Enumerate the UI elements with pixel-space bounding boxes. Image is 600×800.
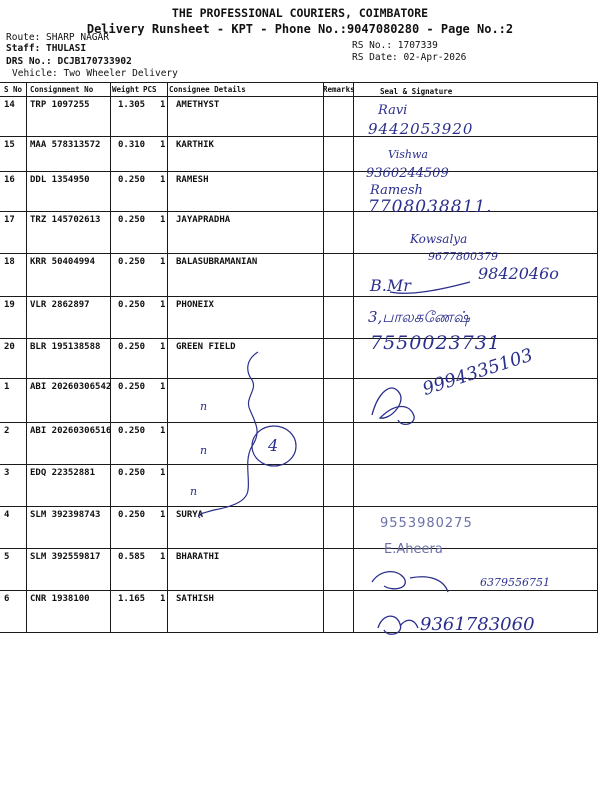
sheet-title: Delivery Runsheet - KPT - Phone No.:9047080280 - Page No.:2 xyxy=(86,22,514,36)
cell-consignment: CNR 1938100 xyxy=(30,594,90,604)
signature-scribble xyxy=(372,572,448,592)
cell-consignment: KRR 50404994 xyxy=(30,257,96,267)
handwritten-name: Ramesh xyxy=(370,183,423,198)
drs-value: DCJB170733902 xyxy=(57,56,132,67)
cell-weight: 0.250 xyxy=(118,382,146,392)
cell-pcs: 1 xyxy=(160,300,166,310)
cell-consignment: TRP 1097255 xyxy=(30,100,90,110)
cell-consignee: AMETHYST xyxy=(176,100,220,110)
handwritten-phone: 7708038811. xyxy=(368,197,493,217)
cell-weight: 0.310 xyxy=(118,140,146,150)
cell-consignment: TRZ 145702613 xyxy=(30,215,101,225)
rs-date: RS Date: 02-Apr-2026 xyxy=(352,52,467,63)
cell-weight: 0.250 xyxy=(118,257,146,267)
cell-consignee: GREEN FIELD xyxy=(176,342,236,352)
cell-consignment: DDL 1354950 xyxy=(30,175,90,185)
cell-weight: 1.305 xyxy=(118,100,146,110)
cell-sno: 5 xyxy=(4,552,10,562)
cell-consignee: BHARATHI xyxy=(176,552,220,562)
cell-sno: 2 xyxy=(4,426,10,436)
cell-pcs: 1 xyxy=(160,257,166,267)
col-header-remarks: Remarks xyxy=(323,85,355,94)
drs-label: DRS No.: xyxy=(6,56,52,67)
handwritten-phone: 9360244509 xyxy=(366,166,449,181)
staff-label: Staff: THULASI xyxy=(6,43,87,54)
cell-consignee: BALASUBRAMANIAN xyxy=(176,257,258,267)
handwritten-phone: 9842046o xyxy=(478,264,559,283)
cell-sno: 14 xyxy=(4,100,15,110)
col-header-seal: Seal & Signature xyxy=(380,87,453,96)
cell-consignee: JAYAPRADHA xyxy=(176,215,231,225)
cell-weight: 0.585 xyxy=(118,552,146,562)
cell-consignment: BLR 195138588 xyxy=(30,342,101,352)
vehicle-label: Vehicle: Two Wheeler Delivery xyxy=(12,68,178,79)
circled-count: 4 xyxy=(268,436,279,455)
handwritten-phone: 7550023731 xyxy=(370,332,501,354)
cell-consignee: PHONEIX xyxy=(176,300,214,310)
cell-consignee: RAMESH xyxy=(176,175,209,185)
handwritten-name: Kowsalya xyxy=(410,232,468,246)
cell-consignment: ABI 20260306542 xyxy=(30,382,112,392)
handwritten-phone: 9553980275 xyxy=(380,516,473,531)
col-header-sno: S No xyxy=(4,85,23,94)
company-title: THE PROFESSIONAL COURIERS, COIMBATORE xyxy=(171,6,429,20)
cell-pcs: 1 xyxy=(160,426,166,436)
col-header-weight: Weight xyxy=(112,85,140,94)
cell-pcs: 1 xyxy=(160,342,166,352)
col-header-pcs: PCS xyxy=(143,85,157,94)
handwritten-phone: 6379556751 xyxy=(480,576,550,589)
circle-stroke xyxy=(252,426,296,466)
handwritten-phone: 9361783060 xyxy=(420,614,535,635)
ditto-mark: n xyxy=(190,485,198,498)
handwritten-phone: 9994335103 xyxy=(420,344,536,400)
cell-consignee: SATHISH xyxy=(176,594,214,604)
cell-pcs: 1 xyxy=(160,140,166,150)
cell-sno: 18 xyxy=(4,257,15,267)
cell-pcs: 1 xyxy=(160,100,166,110)
cell-weight: 0.250 xyxy=(118,342,146,352)
handwritten-name: 3,பாலகணேஷ் xyxy=(368,308,470,326)
cell-pcs: 1 xyxy=(160,594,166,604)
cell-consignee: SURYA xyxy=(176,510,204,520)
cell-weight: 0.250 xyxy=(118,468,146,478)
cell-sno: 3 xyxy=(4,468,10,478)
signature-scribble xyxy=(372,388,414,424)
cell-consignment: SLM 392559817 xyxy=(30,552,101,562)
cell-pcs: 1 xyxy=(160,552,166,562)
cell-consignment: ABI 20260306516 xyxy=(30,426,112,436)
cell-sno: 19 xyxy=(4,300,15,310)
handwritten-name: E.Aheera xyxy=(384,542,443,557)
ditto-mark: n xyxy=(200,444,208,457)
cell-consignment: MAA 578313572 xyxy=(30,140,101,150)
cell-consignment: EDQ 22352881 xyxy=(30,468,96,478)
col-header-consignment: Consignment No xyxy=(30,85,94,94)
handwritten-name: Ravi xyxy=(378,103,408,118)
cell-weight: 0.250 xyxy=(118,300,146,310)
handwritten-phone: 9677800379 xyxy=(428,250,498,263)
handwritten-name: Vishwa xyxy=(388,148,428,161)
cell-pcs: 1 xyxy=(160,510,166,520)
handwritten-phone: 9442053920 xyxy=(368,120,474,138)
cell-weight: 0.250 xyxy=(118,510,146,520)
route-label: Route: SHARP NAGAR xyxy=(6,32,109,43)
cell-weight: 0.250 xyxy=(118,215,146,225)
cell-sno: 17 xyxy=(4,215,15,225)
signature-scribble xyxy=(378,616,418,634)
signature-stroke xyxy=(390,282,470,293)
cell-weight: 1.165 xyxy=(118,594,146,604)
cell-consignment: VLR 2862897 xyxy=(30,300,90,310)
cell-pcs: 1 xyxy=(160,215,166,225)
ditto-mark: n xyxy=(200,400,208,413)
col-header-consignee: Consignee Details xyxy=(169,85,246,94)
rs-number: RS No.: 1707339 xyxy=(352,40,438,51)
handwritten-signature: B.Mr xyxy=(370,276,411,295)
cell-sno: 20 xyxy=(4,342,15,352)
cell-weight: 0.250 xyxy=(118,426,146,436)
cell-sno: 15 xyxy=(4,140,15,150)
cell-sno: 16 xyxy=(4,175,15,185)
cell-sno: 1 xyxy=(4,382,10,392)
cell-consignee: KARTHIK xyxy=(176,140,214,150)
cell-pcs: 1 xyxy=(160,175,166,185)
cell-sno: 4 xyxy=(4,510,10,520)
cell-weight: 0.250 xyxy=(118,175,146,185)
cell-sno: 6 xyxy=(4,594,10,604)
cell-pcs: 1 xyxy=(160,468,166,478)
cell-consignment: SLM 392398743 xyxy=(30,510,101,520)
brace-stroke xyxy=(199,352,258,518)
cell-pcs: 1 xyxy=(160,382,166,392)
